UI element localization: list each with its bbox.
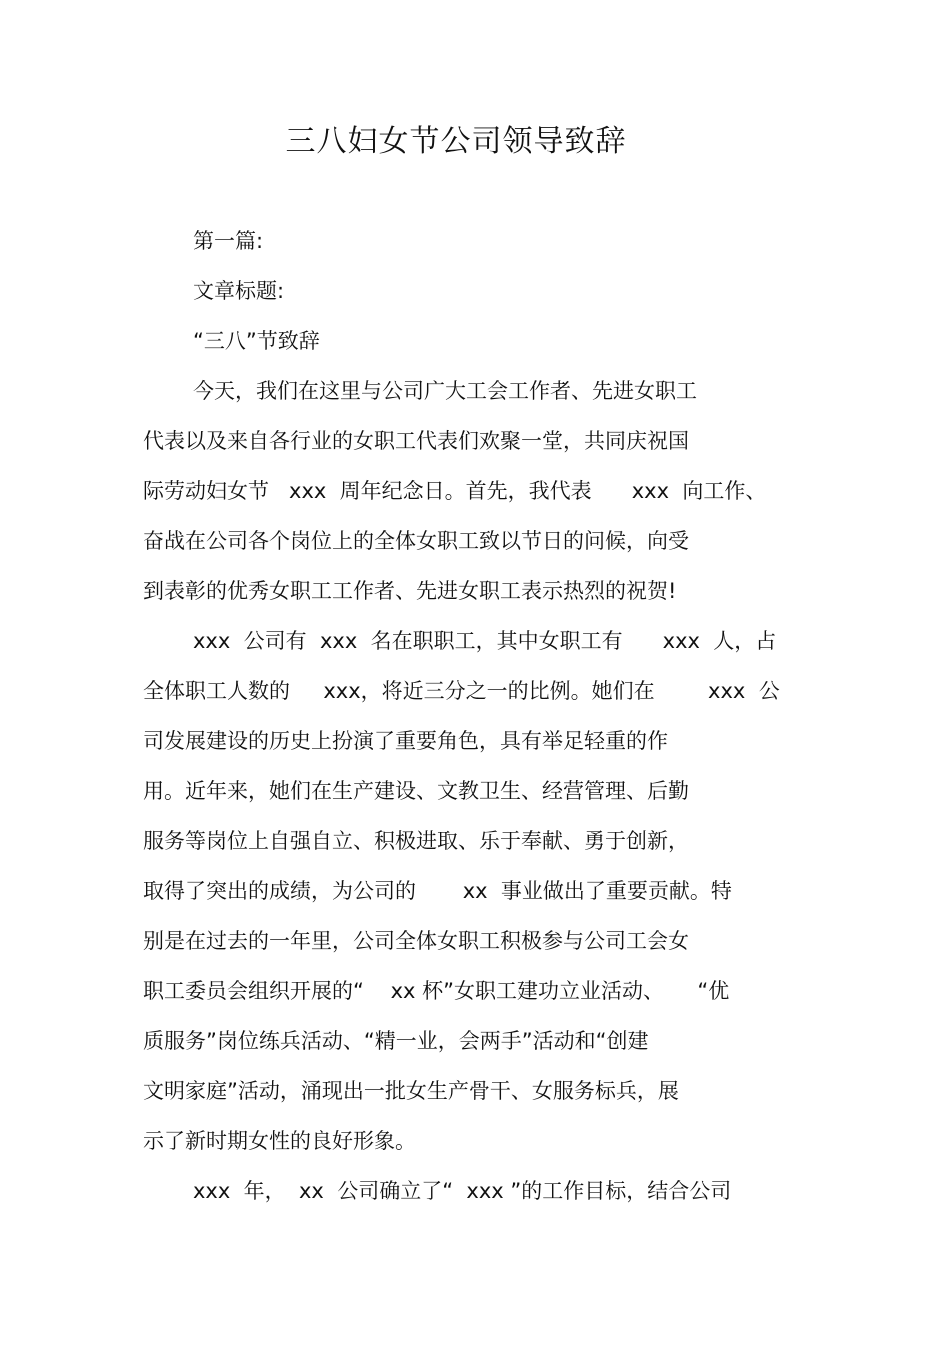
- document-title: 三八妇女节公司领导致辞: [285, 124, 627, 159]
- paragraph-line: 文明家庭”活动，涌现出一批女生产骨干、女服务标兵，展: [143, 1079, 679, 1103]
- paragraph-line: 今天，我们在这里与公司广大工会工作者、先进女职工: [193, 379, 697, 403]
- paragraph-line: 到表彰的优秀女职工工作者、先进女职工表示热烈的祝贺!: [143, 579, 677, 603]
- paragraph-line: 取得了突出的成绩，为公司的 xx 事业做出了重要贡献。特: [143, 879, 732, 903]
- paragraph-line: 全体职工人数的 xxx，将近三分之一的比例。她们在 xxx 公: [143, 679, 780, 703]
- paragraph-line: 职工委员会组织开展的“ xx 杯”女职工建功立业活动、 “优: [143, 979, 730, 1003]
- paragraph-line: 别是在过去的一年里，公司全体女职工积极参与公司工会女: [143, 929, 689, 953]
- paragraph-line: xxx 公司有 xxx 名在职职工，其中女职工有 xxx 人，占: [193, 629, 777, 653]
- paragraph-line: 际劳动妇女节 xxx 周年纪念日。首先，我代表 xxx 向工作、: [143, 479, 767, 503]
- paragraph-line: 用。近年来，她们在生产建设、文教卫生、经营管理、后勤: [143, 779, 689, 803]
- paragraph-line: xxx 年， xx 公司确立了“ xxx ”的工作目标，结合公司: [193, 1179, 732, 1203]
- section-label: 第一篇:: [193, 229, 264, 253]
- paragraph-line: 司发展建设的历史上扮演了重要角色，具有举足轻重的作: [143, 729, 668, 753]
- paragraph-line: 服务等岗位上自强自立、积极进取、乐于奉献、勇于创新，: [143, 829, 689, 853]
- speech-heading: “三八”节致辞: [193, 329, 320, 353]
- paragraph-line: 示了新时期女性的良好形象。: [143, 1129, 416, 1153]
- paragraph-line: 质服务”岗位练兵活动、“精一业，会两手”活动和“创建: [143, 1029, 649, 1053]
- article-title-label: 文章标题:: [193, 279, 285, 303]
- paragraph-line: 奋战在公司各个岗位上的全体女职工致以节日的问候，向受: [143, 529, 689, 553]
- paragraph-line: 代表以及来自各行业的女职工代表们欢聚一堂，共同庆祝国: [143, 429, 689, 453]
